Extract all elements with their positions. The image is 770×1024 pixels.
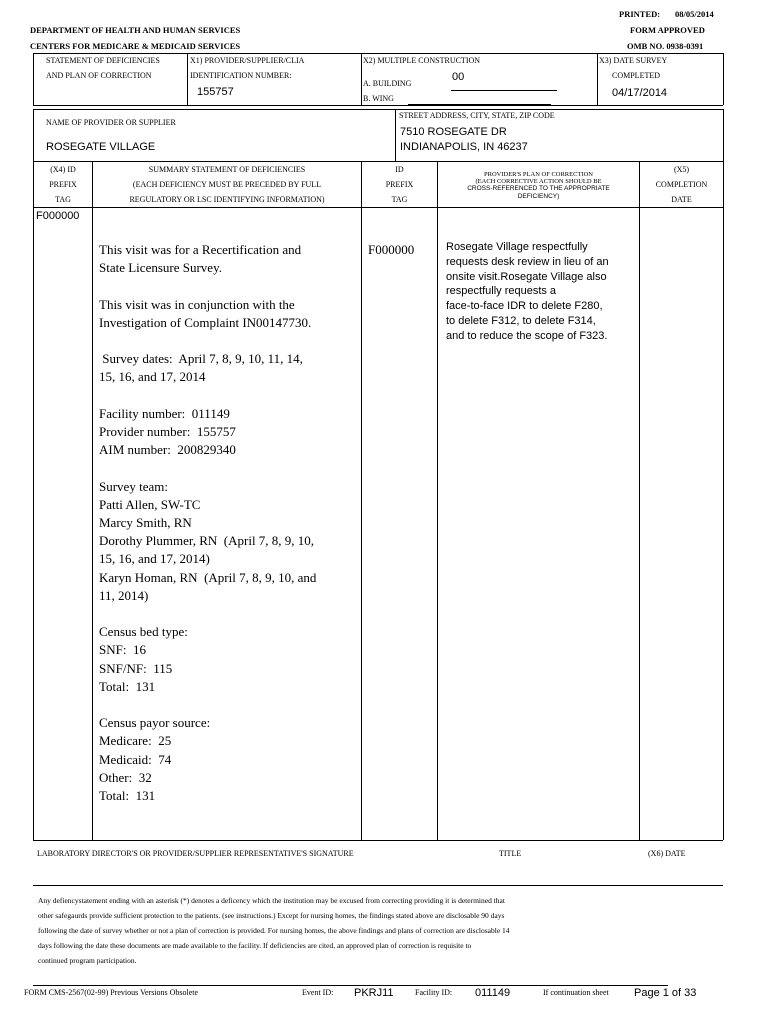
continuation-label: If continuation sheet (543, 988, 609, 997)
summary-header-2: (EACH DEFICIENCY MUST BE PRECEDED BY FULL (132, 180, 322, 189)
address-line-1: 7510 ROSEGATE DR (400, 126, 507, 138)
omb-number: OMB NO. 0938-0391 (627, 41, 704, 51)
id-header: ID (395, 165, 404, 174)
department-title: DEPARTMENT OF HEALTH AND HUMAN SERVICES (30, 25, 241, 35)
facility-id-value: 011149 (475, 987, 511, 999)
summary-line: 15, 16, and 17, 2014) (99, 551, 210, 567)
summary-line: AIM number: 200829340 (99, 442, 236, 458)
summary-line: Census payor source: (99, 715, 211, 731)
plan-of-correction (446, 240, 636, 344)
plan-header-4: DEFICIENCY) (517, 193, 560, 200)
id-tag-header: TAG (391, 195, 408, 204)
summary-line: Total: 131 (99, 788, 156, 803)
summary-line: Medicaid: 74 (99, 751, 172, 767)
provider-number: 155757 (197, 86, 234, 98)
event-id-value: PKRJ11 (354, 987, 394, 999)
x4-prefix-header: PREFIX (49, 180, 77, 189)
title-label: TITLE (499, 849, 522, 858)
right-tag: F000000 (368, 242, 415, 257)
facility-id-label: Facility ID: (415, 988, 453, 997)
summary-line: Patti Allen, SW-TC (99, 496, 201, 512)
x1-label-2: IDENTIFICATION NUMBER: (190, 71, 292, 80)
provider-name: ROSEGATE VILLAGE (46, 141, 156, 153)
summary-line: Karyn Homan, RN (April 7, 8, 9, 10, and (99, 569, 317, 585)
disclosure-notice (38, 893, 688, 968)
building-value: 00 (452, 71, 465, 83)
summary-header-1: SUMMARY STATEMENT OF DEFICIENCIES (148, 165, 306, 174)
summary-line: This visit was in conjunction with the (99, 296, 295, 312)
notice-line: continued program participation. (38, 956, 137, 965)
summary-line: State Licensure Survey. (99, 260, 222, 276)
summary-paragraph (99, 296, 357, 332)
statement-label-1: STATEMENT OF DEFICIENCIES (46, 56, 160, 65)
summary-line: Other: 32 (99, 769, 152, 785)
summary-line: SNF: 16 (99, 642, 146, 658)
address-line-2: INDIANAPOLIS, IN 46237 (400, 141, 528, 153)
summary-header-3: REGULATORY OR LSC IDENTIFYING INFORMATION) (129, 195, 325, 204)
wing-label: B. WING (363, 94, 394, 103)
x5-header: (X5) (673, 165, 690, 174)
summary-line: This visit was for a Recertification and (99, 242, 302, 257)
summary-line: Medicare: 25 (99, 733, 172, 749)
date-completed: 04/17/2014 (612, 87, 668, 99)
summary-line: Survey dates: April 7, 8, 9, 10, 11, 14, (99, 351, 303, 367)
completion-header: COMPLETION (655, 180, 708, 189)
statement-label-2: AND PLAN OF CORRECTION (46, 71, 152, 80)
address-label: STREET ADDRESS, CITY, STATE, ZIP CODE (399, 111, 555, 120)
signature-label: LABORATORY DIRECTOR'S OR PROVIDER/SUPPLIER REPRESENTATIVE'S SIGNATURE (37, 849, 354, 858)
summary-paragraph (99, 350, 357, 386)
page-number: Page 1 of 33 (634, 987, 697, 999)
date-label: (X6) DATE (648, 849, 686, 858)
notice-line: following the date of survey whether or not a plan of correction is provided. For nursing homes, the above findings and plans of correction are disclosable 14 (38, 926, 510, 935)
summary-line: 11, 2014) (99, 587, 149, 603)
summary-line: Facility number: 011149 (99, 405, 230, 421)
summary-line: Census bed type: (99, 624, 188, 640)
notice-line: Any defiencystatement ending with an asterisk (*) denotes a deficency which the institution may be excused from correcting providing it is determined that (38, 896, 505, 905)
plan-line: Rosegate Village respectfully (446, 241, 588, 253)
building-label: A. BUILDING (363, 79, 412, 88)
summary-paragraph (99, 714, 357, 805)
centers-title: CENTERS FOR MEDICARE & MEDICAID SERVICES (30, 41, 241, 51)
summary-statement (99, 241, 357, 823)
provider-name-label: NAME OF PROVIDER OR SUPPLIER (46, 118, 176, 127)
x3-label-2: COMPLETED (612, 71, 660, 80)
plan-line: to delete F312, to delete F314, (446, 314, 596, 327)
summary-paragraph (99, 478, 357, 605)
notice-line: other safegaurds provide sufficient protection to the patients. (see instructions.) Except for nursing homes, the findings stated above are disclosable 90 days (38, 911, 505, 920)
summary-line: SNF/NF: 115 (99, 660, 173, 676)
x3-label: X3) DATE SURVEY (599, 56, 668, 65)
summary-line: Dorothy Plummer, RN (April 7, 8, 9, 10, (99, 533, 315, 549)
summary-line: Marcy Smith, RN (99, 514, 192, 530)
plan-header-2: (EACH CORRECTIVE ACTION SHOULD BE (475, 178, 602, 185)
form-number: FORM CMS-2567(02-99) Previous Versions Obsolete (24, 988, 199, 997)
x1-label: X1) PROVIDER/SUPPLIER/CLIA (190, 56, 305, 65)
summary-line: Provider number: 155757 (99, 423, 236, 439)
summary-line: Investigation of Complaint IN00147730. (99, 314, 312, 330)
event-id-label: Event ID: (302, 988, 334, 997)
x4-id-header: (X4) ID (50, 165, 76, 174)
x2-label: X2) MULTIPLE CONSTRUCTION (363, 56, 481, 65)
plan-line: and to reduce the scope of F323. (446, 329, 608, 342)
date-header: DATE (671, 195, 692, 204)
summary-line: Total: 131 (99, 678, 156, 694)
summary-paragraph (99, 623, 357, 696)
plan-header-3: CROSS-REFERENCED TO THE APPROPRIATE (467, 185, 610, 192)
plan-line: onsite visit.Rosegate Village also (446, 270, 607, 283)
printed-date: 08/05/2014 (675, 9, 714, 19)
plan-line: face-to-face IDR to delete F280, (446, 300, 603, 313)
summary-line: Survey team: (99, 478, 168, 494)
summary-line: 15, 16, and 17, 2014 (99, 369, 206, 385)
form-approved: FORM APPROVED (630, 25, 705, 35)
left-tag: F000000 (36, 210, 80, 222)
x4-tag-header: TAG (55, 195, 71, 204)
id-prefix-header: PREFIX (385, 180, 414, 189)
notice-line: days following the date these documents are made available to the facility. If deficiencies are cited, an approved plan of correction is requisite to (38, 941, 472, 950)
plan-line: respectfully requests a (446, 285, 557, 298)
summary-paragraph (99, 241, 357, 277)
printed-label: PRINTED: (619, 9, 661, 19)
summary-paragraph (99, 405, 357, 460)
plan-header-1: PROVIDER'S PLAN OF CORRECTION (484, 171, 593, 178)
plan-line: requests desk review in lieu of an (446, 255, 609, 268)
